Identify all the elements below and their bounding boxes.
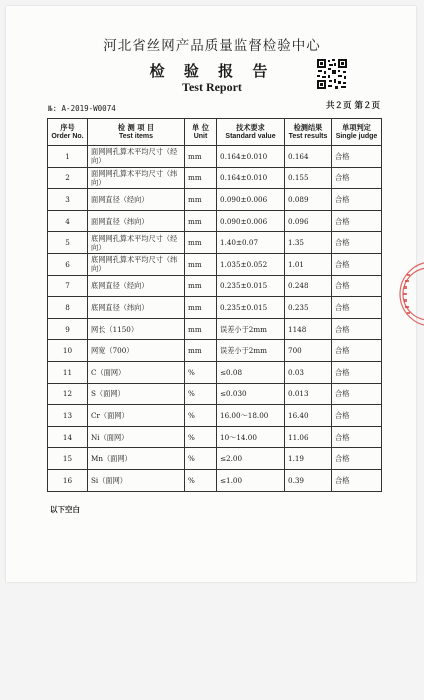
page-info: 共２页 第２页 [326, 101, 380, 111]
unit-cell: mm [185, 253, 217, 275]
unit-cell: mm [185, 318, 217, 340]
order-cell: 15 [48, 448, 88, 470]
standard-cell: 0.090±0.006 [217, 189, 285, 211]
item-cell: 面网网孔算术平均尺寸（经向） [88, 146, 185, 168]
table-row [48, 448, 382, 470]
unit-cell: mm [185, 275, 217, 297]
column-header-en: Standard value [225, 133, 276, 140]
result-cell: 700 [285, 340, 332, 362]
result-cell: 0.013 [285, 383, 332, 405]
judge-cell: 合格 [332, 405, 382, 427]
column-header-cn: 单项判定 [342, 123, 371, 132]
item-cell: Ni（面网） [88, 426, 185, 448]
item-cell: 面网直径（经向） [88, 189, 185, 211]
unit-cell: mm [185, 232, 217, 254]
item-cell: 面网直径（纬向） [88, 210, 185, 232]
column-header [217, 119, 285, 146]
unit-cell: mm [185, 297, 217, 319]
result-cell: 11.06 [285, 426, 332, 448]
result-cell: 0.03 [285, 361, 332, 383]
table-row [48, 426, 382, 448]
table-row [48, 167, 382, 189]
column-header-cn: 单 位 [192, 123, 209, 132]
table-row [48, 469, 382, 491]
standard-cell: 16.00～18.00 [217, 405, 285, 427]
column-header-en: Test items [118, 133, 154, 140]
item-cell: 底网网孔算术平均尺寸（纬向） [88, 253, 185, 275]
table-row [48, 405, 382, 427]
result-cell: 0.089 [285, 189, 332, 211]
qr-code-icon [316, 58, 348, 90]
results-table [47, 118, 382, 492]
order-cell: 1 [48, 146, 88, 168]
unit-cell: % [185, 361, 217, 383]
standard-cell: 1.035±0.052 [217, 253, 285, 275]
standard-cell: ≤1.00 [217, 469, 285, 491]
judge-cell: 合格 [332, 275, 382, 297]
unit-cell: % [185, 383, 217, 405]
result-cell: 0.248 [285, 275, 332, 297]
order-cell: 11 [48, 361, 88, 383]
judge-cell: 合格 [332, 448, 382, 470]
result-cell: 1.35 [285, 232, 332, 254]
judge-cell: 合格 [332, 232, 382, 254]
item-cell: Si（面网） [88, 469, 185, 491]
report-number: №: A-2019-W0074 [48, 104, 116, 113]
standard-cell: ≤0.030 [217, 383, 285, 405]
unit-cell: mm [185, 146, 217, 168]
judge-cell: 合格 [332, 167, 382, 189]
order-cell: 3 [48, 189, 88, 211]
table-row [48, 383, 382, 405]
standard-cell: 0.090±0.006 [217, 210, 285, 232]
column-header [332, 119, 382, 146]
table-row [48, 340, 382, 362]
table-row [48, 318, 382, 340]
judge-cell: 合格 [332, 318, 382, 340]
table-row [48, 297, 382, 319]
column-header [48, 119, 88, 146]
standard-cell: ≤2.00 [217, 448, 285, 470]
table-row [48, 210, 382, 232]
judge-cell: 合格 [332, 253, 382, 275]
unit-cell: mm [185, 210, 217, 232]
column-header-en: Test results [288, 133, 328, 140]
judge-cell: 合格 [332, 297, 382, 319]
judge-cell: 合格 [332, 210, 382, 232]
judge-cell: 合格 [332, 189, 382, 211]
column-header [185, 119, 217, 146]
standard-cell: 0.164±0.010 [217, 167, 285, 189]
column-header-cn: 技术要求 [236, 123, 265, 132]
order-cell: 12 [48, 383, 88, 405]
order-cell: 2 [48, 167, 88, 189]
table-row [48, 253, 382, 275]
item-cell: S（面网） [88, 383, 185, 405]
column-header-en: Single judge [335, 133, 378, 140]
result-cell: 0.39 [285, 469, 332, 491]
order-cell: 5 [48, 232, 88, 254]
column-header-en: Order No. [51, 133, 84, 140]
column-header [285, 119, 332, 146]
order-cell: 10 [48, 340, 88, 362]
remark-text: 以下空白 [50, 505, 80, 514]
column-header-cn: 序号 [60, 123, 75, 132]
judge-cell: 合格 [332, 146, 382, 168]
result-cell: 0.096 [285, 210, 332, 232]
standard-cell: 误差小于2mm [217, 318, 285, 340]
unit-cell: mm [185, 167, 217, 189]
table-row [48, 232, 382, 254]
item-cell: 底网网孔算术平均尺寸（经向） [88, 232, 185, 254]
judge-cell: 合格 [332, 340, 382, 362]
standard-cell: 误差小于2mm [217, 340, 285, 362]
result-cell: 1148 [285, 318, 332, 340]
standard-cell: 0.235±0.015 [217, 297, 285, 319]
column-header [88, 119, 185, 146]
report-title-english: Test Report [182, 80, 242, 94]
item-cell: 网宽（700） [88, 340, 185, 362]
item-cell: 网长（1150） [88, 318, 185, 340]
column-header-en: Unit [193, 133, 208, 140]
standard-cell: ≤0.08 [217, 361, 285, 383]
table-body [48, 146, 382, 492]
standard-cell: 0.235±0.015 [217, 275, 285, 297]
unit-cell: % [185, 469, 217, 491]
item-cell: C（面网） [88, 361, 185, 383]
unit-cell: % [185, 426, 217, 448]
official-seal-stamp [398, 258, 424, 330]
standard-cell: 1.40±0.07 [217, 232, 285, 254]
organization-title: 河北省丝网产品质量监督检验中心 [103, 38, 321, 54]
order-cell: 4 [48, 210, 88, 232]
judge-cell: 合格 [332, 383, 382, 405]
standard-cell: 0.164±0.010 [217, 146, 285, 168]
column-header-cn: 检 测 项 目 [117, 123, 155, 132]
judge-cell: 合格 [332, 426, 382, 448]
result-cell: 1.01 [285, 253, 332, 275]
column-header-cn: 检测结果 [293, 123, 323, 132]
result-cell: 0.164 [285, 146, 332, 168]
item-cell: 底网直径（经向） [88, 275, 185, 297]
table-header-row [48, 119, 382, 146]
result-cell: 16.40 [285, 405, 332, 427]
unit-cell: mm [185, 189, 217, 211]
result-cell: 0.155 [285, 167, 332, 189]
judge-cell: 合格 [332, 361, 382, 383]
item-cell: 底网直径（纬向） [88, 297, 185, 319]
unit-cell: mm [185, 340, 217, 362]
order-cell: 13 [48, 405, 88, 427]
table-row [48, 189, 382, 211]
item-cell: 面网网孔算术平均尺寸（纬向） [88, 167, 185, 189]
order-cell: 9 [48, 318, 88, 340]
item-cell: Mn（面网） [88, 448, 185, 470]
order-cell: 7 [48, 275, 88, 297]
report-title-chinese: 检 验 报 告 [149, 62, 275, 80]
unit-cell: % [185, 448, 217, 470]
table-row [48, 275, 382, 297]
order-cell: 16 [48, 469, 88, 491]
standard-cell: 10～14.00 [217, 426, 285, 448]
order-cell: 14 [48, 426, 88, 448]
result-cell: 1.19 [285, 448, 332, 470]
unit-cell: % [185, 405, 217, 427]
table-row [48, 146, 382, 168]
table-row [48, 361, 382, 383]
judge-cell: 合格 [332, 469, 382, 491]
result-cell: 0.235 [285, 297, 332, 319]
item-cell: Cr（面网） [88, 405, 185, 427]
order-cell: 8 [48, 297, 88, 319]
order-cell: 6 [48, 253, 88, 275]
